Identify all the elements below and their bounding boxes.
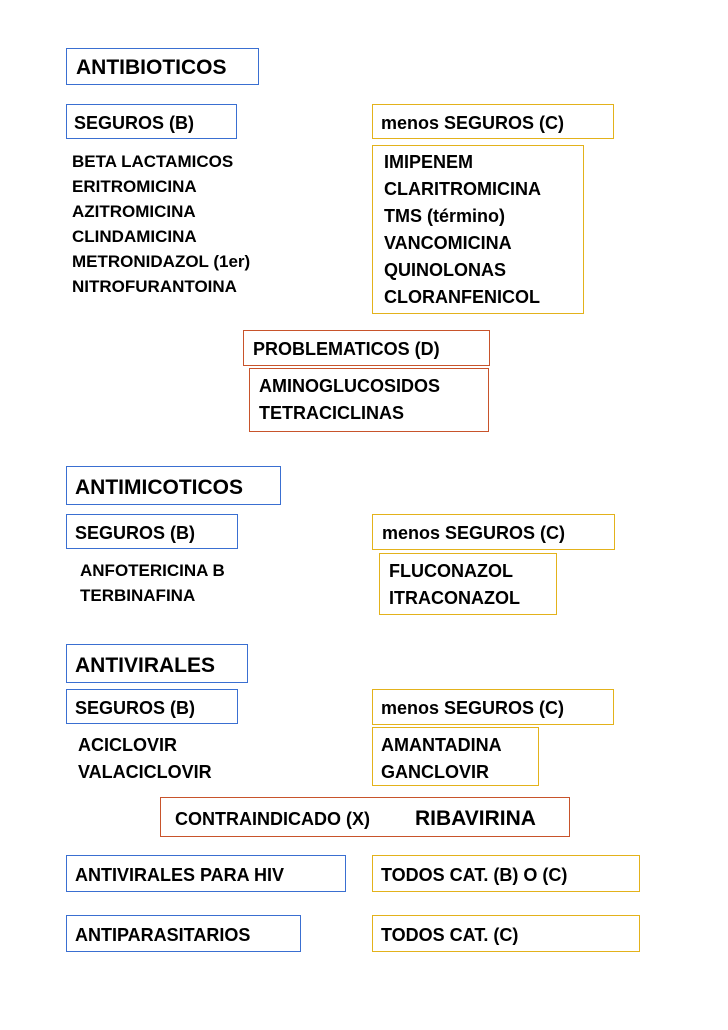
antivirales-menos-box [372, 689, 614, 725]
antimicoticos-menos-label: menos SEGUROS (C) [382, 523, 566, 543]
list-item: AMANTADINA [381, 735, 502, 755]
list-item: AZITROMICINA [72, 202, 196, 221]
antibioticos-problematicos-list-box [249, 368, 489, 432]
antivirales-title: ANTIVIRALES [75, 654, 216, 677]
list-item: FLUCONAZOL [389, 561, 513, 581]
antibioticos-menos-list-box [372, 145, 584, 314]
antiparasitarios-label: ANTIPARASITARIOS [75, 925, 251, 945]
list-item: ITRACONAZOL [389, 588, 520, 608]
antivirales-menos-label: menos SEGUROS (C) [381, 698, 565, 718]
antimicoticos-title-box [66, 466, 281, 505]
antibioticos-seguros-label: SEGUROS (B) [74, 113, 195, 133]
antimicoticos-title: ANTIMICOTICOS [75, 476, 243, 499]
list-item: VALACICLOVIR [78, 762, 212, 782]
antibioticos-title-box [66, 48, 259, 85]
hiv-label-box [66, 855, 346, 892]
list-item: TERBINAFINA [80, 586, 196, 605]
hiv-value-box [372, 855, 640, 892]
antivirales-contraindicado-box [160, 797, 570, 837]
antivirales-seguros-label: SEGUROS (B) [75, 698, 196, 718]
list-item: ANFOTERICINA B [80, 561, 225, 580]
antibioticos-menos-label: menos SEGUROS (C) [381, 113, 565, 133]
list-item: ERITROMICINA [72, 177, 197, 196]
antivirales-menos-list [381, 732, 502, 786]
antibioticos-problematicos-label: PROBLEMATICOS (D) [253, 339, 440, 359]
list-item: IMIPENEM [384, 152, 474, 172]
antimicoticos-menos-list-box [379, 553, 557, 615]
antiparasitarios-label-box [66, 915, 301, 952]
antimicoticos-menos-box [372, 514, 615, 550]
antivirales-contraindicado-drug: RIBAVIRINA [415, 807, 536, 830]
list-item: CLORANFENICOL [384, 287, 540, 307]
antiparasitarios-value-box [372, 915, 640, 952]
list-item: CLINDAMICINA [72, 227, 197, 246]
antibioticos-problematicos-box [243, 330, 490, 366]
antibioticos-problematicos-list [259, 373, 440, 427]
antimicoticos-seguros-label: SEGUROS (B) [75, 523, 196, 543]
list-item: TETRACICLINAS [259, 403, 404, 423]
list-item: ACICLOVIR [78, 735, 177, 755]
hiv-label: ANTIVIRALES PARA HIV [75, 865, 285, 885]
antivirales-title-box [66, 644, 248, 683]
antibioticos-menos-box [372, 104, 614, 139]
list-item: CLARITROMICINA [384, 179, 541, 199]
antibioticos-menos-list [384, 149, 541, 311]
list-item: VANCOMICINA [384, 233, 512, 253]
list-item: GANCLOVIR [381, 762, 489, 782]
antibioticos-title: ANTIBIOTICOS [76, 56, 227, 79]
list-item: TMS (término) [384, 206, 505, 226]
antivirales-contraindicado-label: CONTRAINDICADO (X) [175, 809, 370, 829]
list-item: AMINOGLUCOSIDOS [259, 376, 441, 396]
list-item: QUINOLONAS [384, 260, 507, 280]
hiv-value: TODOS CAT. (B) O (C) [381, 865, 568, 885]
list-item: NITROFURANTOINA [72, 277, 237, 296]
antiparasitarios-value: TODOS CAT. (C) [381, 925, 519, 945]
antimicoticos-seguros-list [80, 558, 225, 608]
antivirales-seguros-list [78, 732, 212, 786]
antibioticos-seguros-box [66, 104, 237, 139]
list-item: BETA LACTAMICOS [72, 152, 234, 171]
antimicoticos-seguros-box [66, 514, 238, 549]
antibioticos-seguros-list [72, 149, 250, 299]
list-item: METRONIDAZOL (1er) [72, 252, 251, 271]
antivirales-menos-list-box [372, 727, 539, 786]
antimicoticos-menos-list [389, 558, 520, 612]
antivirales-seguros-box [66, 689, 238, 724]
